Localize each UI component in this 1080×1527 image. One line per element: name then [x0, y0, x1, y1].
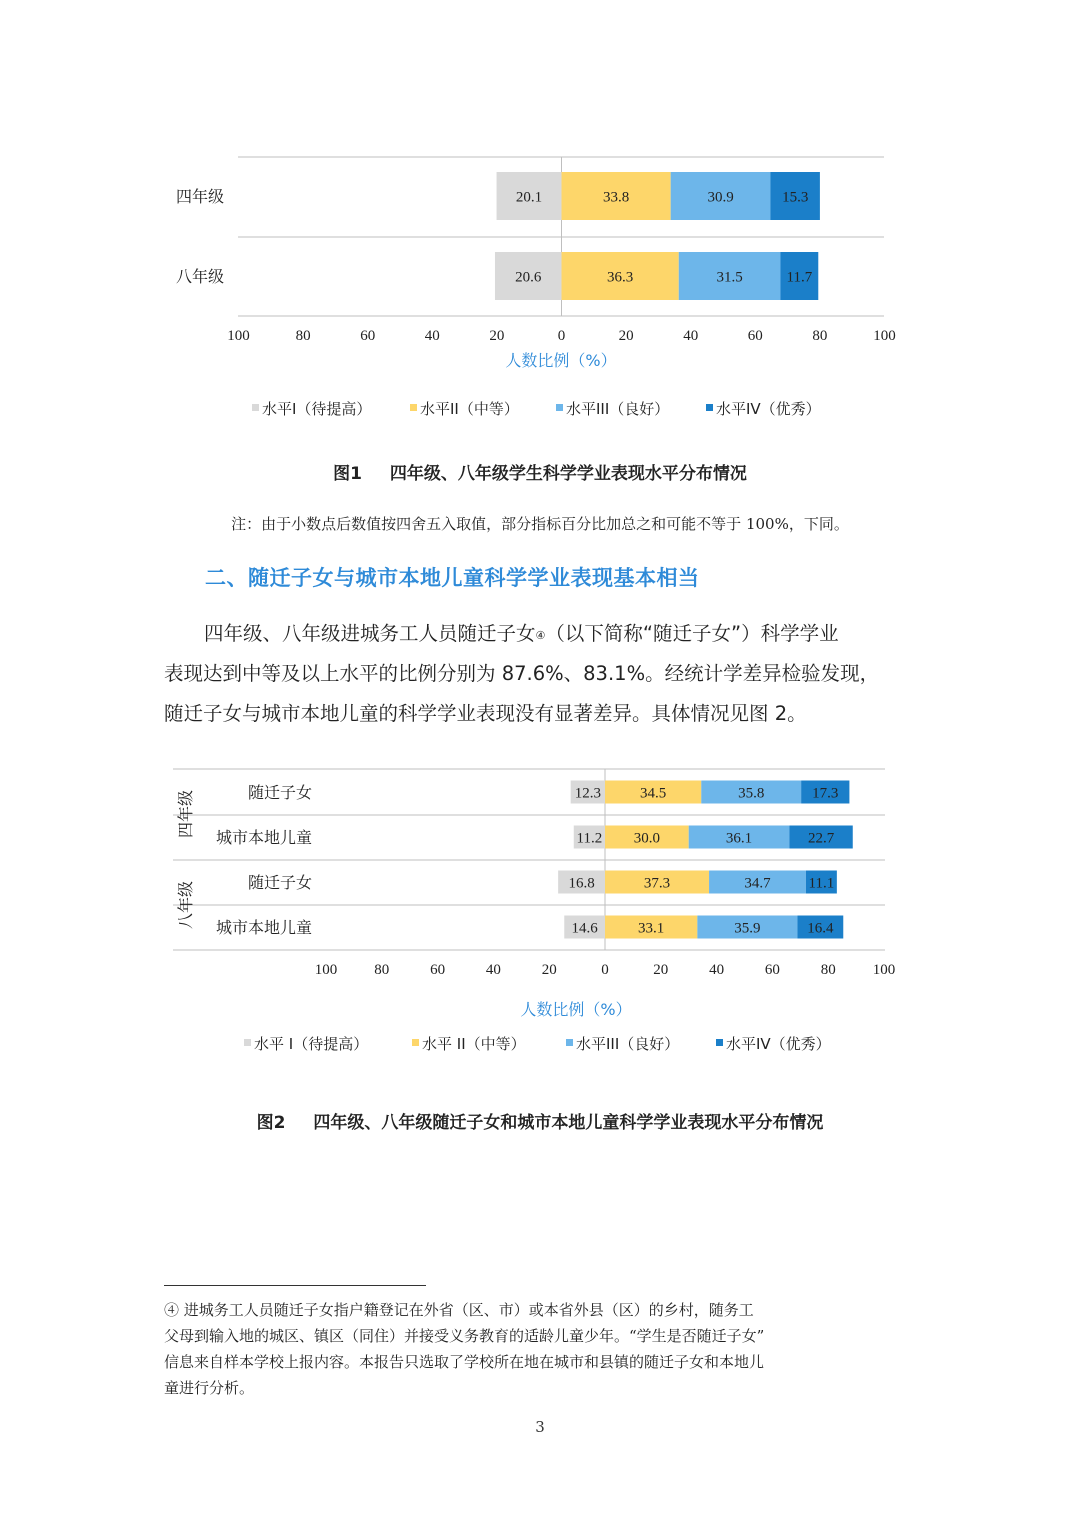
- data-label: 36.3: [606, 269, 634, 286]
- category-label: 八年级: [176, 267, 225, 286]
- x-tick-label: 60: [764, 962, 780, 978]
- legend-swatch: [412, 1039, 419, 1046]
- x-axis-title: 人数比例（%）: [505, 351, 617, 370]
- data-label: 11.2: [576, 830, 603, 847]
- x-tick-label: 100: [314, 962, 338, 978]
- legend-label: 水平III（良好）: [566, 400, 670, 418]
- x-tick-label: 20: [489, 328, 505, 344]
- data-label: 35.8: [738, 785, 765, 802]
- data-label: 31.5: [716, 269, 743, 286]
- legend-swatch: [244, 1039, 251, 1046]
- figure-1-note: 注：由于小数点后数值按四舍五入取值，部分指标百分比加总之和可能不等于 100%，下同。: [231, 515, 849, 533]
- figure-2-title: 四年级、八年级随迁子女和城市本地儿童科学学业表现水平分布情况: [313, 1113, 824, 1133]
- data-label: 17.3: [812, 785, 839, 802]
- data-label: 14.6: [571, 920, 598, 937]
- category-label: 随迁子女: [247, 873, 312, 892]
- footnote-line-1: ④ 进城务工人员随迁子女指户籍登记在外省（区、市）或本省外县（区）的乡村，随务工: [164, 1301, 754, 1319]
- x-tick-label: 40: [424, 328, 440, 344]
- legend-swatch: [716, 1039, 723, 1046]
- data-label: 34.7: [744, 875, 771, 892]
- x-tick-label: 80: [295, 328, 311, 344]
- footnote-line-3: 信息来自样本学校上报内容。本报告只选取了学校所在地在城市和县镇的随迁子女和本地儿: [164, 1353, 765, 1371]
- x-tick-label: 40: [683, 328, 699, 344]
- legend-label: 水平I（待提高）: [262, 400, 372, 418]
- data-label: 34.5: [640, 785, 667, 802]
- group-label: 八年级: [176, 880, 195, 930]
- x-axis-title: 人数比例（%）: [520, 1000, 632, 1019]
- category-label: 城市本地儿童: [215, 918, 312, 937]
- figure-1-title: 四年级、八年级学生科学学业表现水平分布情况: [389, 464, 747, 484]
- legend-swatch: [566, 1039, 573, 1046]
- x-tick-label: 40: [709, 962, 725, 978]
- paragraph-line-2: 表现达到中等及以上水平的比例分别为 87.6%、83.1%。经统计学差异检验发现，: [164, 662, 880, 685]
- data-label: 16.8: [568, 875, 595, 892]
- data-label: 22.7: [807, 830, 835, 847]
- data-label: 35.9: [734, 920, 761, 937]
- x-tick-label: 100: [873, 328, 896, 344]
- x-tick-label: 20: [618, 328, 634, 344]
- x-tick-label: 100: [227, 328, 250, 344]
- group-label: 四年级: [176, 789, 195, 839]
- data-label: 20.1: [515, 189, 543, 206]
- legend-label: 水平III（良好）: [576, 1035, 680, 1053]
- x-tick-label: 0: [557, 328, 566, 344]
- category-label: 随迁子女: [247, 783, 312, 802]
- page-number: 3: [535, 1418, 545, 1436]
- category-label: 四年级: [176, 187, 225, 206]
- footnote: [164, 1297, 920, 1401]
- footnote-divider: [164, 1285, 426, 1286]
- legend-label: 水平IV（优秀）: [716, 400, 821, 418]
- footnote-line-2: 父母到输入地的城区、镇区（同住）并接受义务教育的适龄儿童少年。“学生是否随迁子女”: [164, 1327, 765, 1345]
- x-tick-label: 80: [812, 328, 828, 344]
- x-tick-label: 80: [820, 962, 836, 978]
- x-tick-label: 20: [653, 962, 669, 978]
- legend-label: 水平IV（优秀）: [726, 1035, 831, 1053]
- x-tick-label: 60: [430, 962, 446, 978]
- legend-label: 水平 II（中等）: [422, 1035, 526, 1053]
- data-label: 12.3: [574, 785, 601, 802]
- figure-1-label: 图1: [333, 464, 362, 484]
- x-tick-label: 40: [485, 962, 501, 978]
- data-label: 11.7: [786, 269, 813, 286]
- data-label: 20.6: [515, 269, 542, 286]
- x-tick-label: 60: [360, 328, 376, 344]
- figure-2-caption: [0, 1108, 1080, 1133]
- x-tick-label: 60: [747, 328, 763, 344]
- x-tick-label: 100: [872, 962, 896, 978]
- data-label: 30.9: [707, 189, 734, 206]
- data-label: 16.4: [807, 920, 834, 937]
- legend-label: 水平 I（待提高）: [254, 1035, 369, 1053]
- footnote-line-4: 童进行分析。: [164, 1379, 255, 1397]
- x-tick-label: 80: [374, 962, 390, 978]
- data-label: 37.3: [643, 875, 671, 892]
- legend-label: 水平II（中等）: [420, 400, 519, 418]
- data-label: 11.1: [808, 875, 835, 892]
- x-tick-label: 0: [601, 962, 609, 978]
- data-label: 15.3: [782, 189, 809, 206]
- x-tick-label: 20: [541, 962, 557, 978]
- data-label: 33.1: [638, 920, 665, 937]
- figure-2-label: 图2: [256, 1113, 286, 1133]
- paragraph-line-1b: （以下简称“随迁子女”）科学学业: [545, 622, 839, 645]
- data-label: 36.1: [725, 830, 753, 847]
- category-label: 城市本地儿童: [215, 828, 312, 847]
- paragraph-line-3: 随迁子女与城市本地儿童的科学学业表现没有显著差异。具体情况见图 2。: [164, 702, 807, 725]
- footnote-ref: ④: [535, 629, 546, 642]
- data-label: 33.8: [602, 189, 630, 206]
- paragraph-line-1a: 四年级、八年级进城务工人员随迁子女: [204, 622, 536, 645]
- section-title: 二、随迁子女与城市本地儿童科学学业表现基本相当: [205, 566, 700, 590]
- data-label: 30.0: [633, 830, 660, 847]
